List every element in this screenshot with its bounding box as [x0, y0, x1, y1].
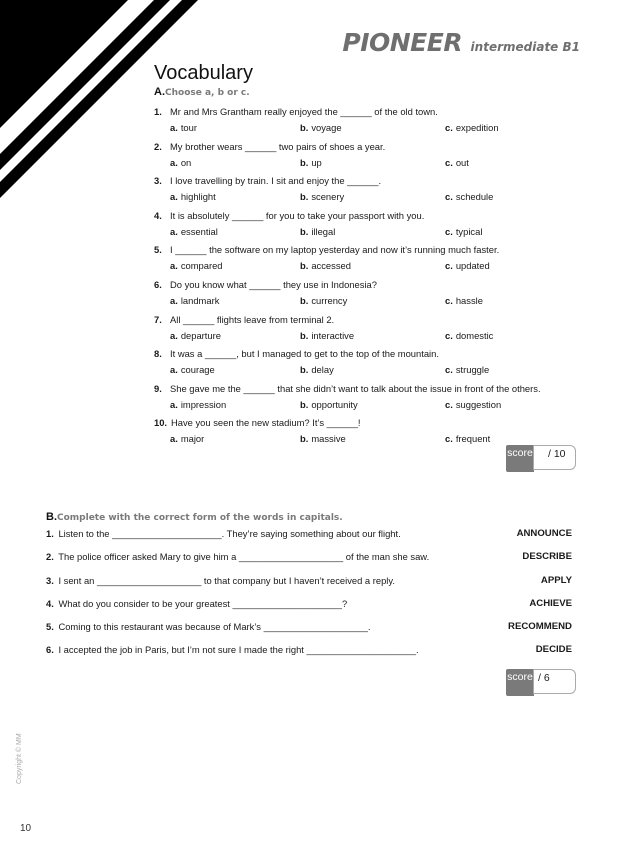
- option-a[interactable]: a. highlight: [170, 191, 216, 203]
- option-c[interactable]: c. suggestion: [445, 398, 502, 410]
- option-a[interactable]: a. impression: [170, 398, 227, 410]
- question-number: 9.: [154, 382, 162, 394]
- score-value[interactable]: / 6: [533, 669, 576, 694]
- question-text: All ______ flights leave from terminal 2.: [170, 313, 335, 325]
- question-item: [154, 173, 594, 208]
- section-b-instruction: [46, 507, 343, 525]
- option-b[interactable]: b. illegal: [300, 225, 336, 237]
- question-text: I love travelling by train. I sit and enjoy the ______.: [170, 175, 382, 187]
- option-a[interactable]: a. compared: [170, 260, 223, 272]
- question-number: 2.: [154, 140, 162, 152]
- question-number: 3.: [154, 175, 162, 187]
- question-text: It is absolutely ______ for you to take your passport with you.: [170, 209, 425, 221]
- option-b[interactable]: b. opportunity: [300, 398, 358, 410]
- gap-fill-item: [46, 549, 576, 572]
- question-number: 4.: [154, 209, 162, 221]
- question-item: [154, 381, 594, 416]
- question-item: [154, 208, 594, 243]
- capital-word: DESCRIBE: [522, 551, 572, 563]
- question-item: [154, 312, 594, 347]
- capital-word: APPLY: [540, 574, 572, 586]
- page-number: 10: [20, 823, 32, 834]
- gap-fill-item: [46, 619, 576, 642]
- section-b-instruction-text: Complete with the correct form of the words in capitals.: [57, 513, 343, 523]
- option-c[interactable]: c. struggle: [445, 364, 490, 376]
- brand-header: [342, 28, 580, 57]
- option-a[interactable]: a. landmark: [170, 294, 220, 306]
- question-item: [154, 277, 594, 312]
- section-b-letter: B.: [46, 511, 57, 523]
- question-number: 6.: [154, 278, 162, 290]
- item-number: 6.: [46, 644, 54, 656]
- question-text: Mr and Mrs Grantham really enjoyed the ______ of the old town.: [170, 106, 438, 117]
- option-b[interactable]: b. interactive: [300, 329, 355, 341]
- item-number: 5.: [46, 621, 54, 633]
- score-label: score: [506, 445, 534, 472]
- option-b[interactable]: b. voyage: [300, 122, 342, 133]
- question-number: 5.: [154, 244, 162, 256]
- capital-word: ACHIEVE: [529, 597, 572, 609]
- option-a[interactable]: a. major: [170, 433, 205, 445]
- question-text: It was a ______, but I managed to get to the top of the mountain.: [170, 348, 439, 360]
- question-number: 10.: [154, 417, 168, 429]
- gap-fill-item: [46, 642, 576, 665]
- section-a-questions: [154, 104, 594, 450]
- item-number: 3.: [46, 574, 54, 586]
- section-a-instruction: [154, 86, 250, 98]
- question-text: Have you seen the new stadium? It’s ______!: [171, 417, 361, 429]
- option-a[interactable]: a. tour: [170, 122, 197, 133]
- option-b[interactable]: b. massive: [300, 433, 346, 445]
- option-c[interactable]: c. typical: [445, 225, 483, 237]
- option-b[interactable]: b. up: [300, 156, 322, 168]
- option-c[interactable]: c. expedition: [445, 122, 499, 133]
- option-b[interactable]: b. currency: [300, 294, 348, 306]
- section-a-letter: A.: [154, 86, 165, 98]
- capital-word: ANNOUNCE: [516, 528, 572, 539]
- question-item: [154, 104, 594, 139]
- item-text[interactable]: I sent an ____________________ to that company but I haven’t received a reply.: [58, 574, 395, 586]
- capital-word: DECIDE: [535, 644, 572, 656]
- question-item: [154, 346, 594, 381]
- option-a[interactable]: a. essential: [170, 225, 218, 237]
- question-number: 1.: [154, 106, 162, 117]
- item-text[interactable]: The police officer asked Mary to give him a ____________________ of the man she saw.: [58, 551, 430, 563]
- brand-name: PIONEER: [342, 28, 463, 57]
- copyright-notice: Copyright © MM: [16, 733, 23, 784]
- option-b[interactable]: b. accessed: [300, 260, 351, 272]
- question-text: Do you know what ______ they use in Indonesia?: [170, 278, 377, 290]
- option-c[interactable]: c. hassle: [445, 294, 483, 306]
- item-text[interactable]: What do you consider to be your greatest _____________________?: [58, 597, 348, 609]
- option-c[interactable]: c. updated: [445, 260, 490, 272]
- gap-fill-item: [46, 596, 576, 619]
- question-text: I ______ the software on my laptop yesterday and now it’s running much faster.: [170, 244, 500, 256]
- item-text[interactable]: Coming to this restaurant was because of Mark’s ____________________.: [58, 621, 371, 633]
- section-b-items: [46, 526, 576, 666]
- capital-word: RECOMMEND: [508, 621, 572, 633]
- item-text[interactable]: I accepted the job in Paris, but I’m not sure I made the right _____________________.: [58, 644, 419, 656]
- item-number: 4.: [46, 597, 54, 609]
- question-number: 7.: [154, 313, 162, 325]
- brand-level: intermediate B1: [470, 40, 580, 54]
- section-a-instruction-text: Choose a, b or c.: [165, 88, 250, 98]
- option-a[interactable]: a. departure: [170, 329, 221, 341]
- question-item: [154, 139, 594, 174]
- question-number: 8.: [154, 348, 162, 360]
- question-text: My brother wears ______ two pairs of shoes a year.: [170, 140, 386, 152]
- gap-fill-item: [46, 573, 576, 596]
- option-a[interactable]: a. courage: [170, 364, 215, 376]
- score-box-b: [506, 669, 577, 696]
- question-text: She gave me the ______ that she didn’t want to talk about the issue in front of the others.: [170, 382, 541, 394]
- item-number: 1.: [46, 528, 54, 539]
- option-c[interactable]: c. frequent: [445, 433, 491, 445]
- score-label: score: [506, 669, 534, 696]
- score-value[interactable]: / 10: [533, 445, 576, 470]
- score-box-a: [506, 445, 577, 472]
- question-item: [154, 242, 594, 277]
- page-title: Vocabulary: [154, 62, 253, 84]
- option-a[interactable]: a. on: [170, 156, 192, 168]
- gap-fill-item: [46, 526, 576, 549]
- option-c[interactable]: c. out: [445, 156, 469, 168]
- option-b[interactable]: b. scenery: [300, 191, 345, 203]
- item-text[interactable]: Listen to the _____________________. They’re saying something about our flight.: [58, 528, 401, 539]
- option-c[interactable]: c. schedule: [445, 191, 494, 203]
- option-b[interactable]: b. delay: [300, 364, 334, 376]
- option-c[interactable]: c. domestic: [445, 329, 494, 341]
- item-number: 2.: [46, 551, 54, 563]
